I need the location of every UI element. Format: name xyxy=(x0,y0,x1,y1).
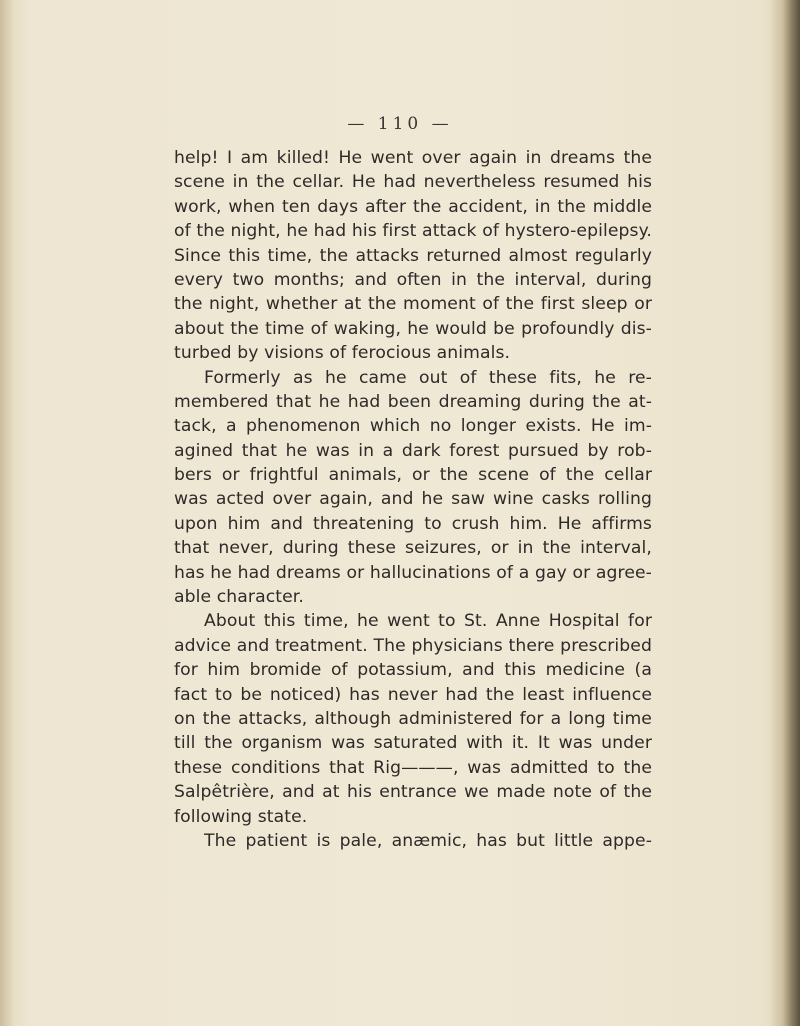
text-line: Since this time, the attacks returned almost regularly xyxy=(174,245,652,266)
text-line: that never, during these seizures, or in the interval, xyxy=(174,538,652,559)
text-line: About this time, he went to St. Anne Hospital for xyxy=(204,611,652,632)
text-line: membered that he had been dreaming during the at- xyxy=(174,391,652,412)
text-line: fact to be noticed) has never had the least influence xyxy=(174,684,652,705)
text-line: every two months; and often in the interval, during xyxy=(174,269,652,290)
text-line: tack, a phenomenon which no longer exists. He im- xyxy=(174,416,652,437)
page-number-header: — 110 — xyxy=(347,114,453,134)
text-line: help! I am killed! He went over again in dreams the xyxy=(174,148,652,168)
text-line: following state. xyxy=(174,806,308,827)
text-line: of the night, he had his first attack of hystero-epilepsy. xyxy=(174,221,652,242)
text-line: for him bromide of potassium, and this medicine (a xyxy=(174,660,652,681)
text-line: has he had dreams or hallucinations of a gay or agree- xyxy=(174,562,652,583)
text-line: upon him and threatening to crush him. He affirms xyxy=(174,513,652,534)
text-line: till the organism was saturated with it. It was under xyxy=(174,733,652,754)
text-line: these conditions that Rig———, was admitted to the xyxy=(174,757,652,778)
text-line: able character. xyxy=(174,587,304,608)
text-line: Salpêtrière, and at his entrance we made note of the xyxy=(174,782,652,803)
text-line: bers or frightful animals, or the scene of the cellar xyxy=(174,465,652,486)
text-line: the night, whether at the moment of the first sleep or xyxy=(174,294,652,315)
text-line: The patient is pale, anæmic, has but little appe- xyxy=(204,830,652,851)
text-line: advice and treatment. The physicians there prescribed xyxy=(174,635,652,656)
text-line: turbed by visions of ferocious animals. xyxy=(174,343,511,364)
text-line: agined that he was in a dark forest pursued by rob- xyxy=(174,440,652,461)
page-binding-shadow xyxy=(770,0,800,1026)
body-text xyxy=(174,146,652,853)
text-line: Formerly as he came out of these fits, he re- xyxy=(204,367,652,388)
page-left-edge xyxy=(0,0,14,1026)
text-line: about the time of waking, he would be profoundly dis- xyxy=(174,318,652,339)
text-line: on the attacks, although administered for a long time xyxy=(174,708,652,729)
text-line: was acted over again, and he saw wine casks rolling xyxy=(174,489,652,510)
text-line: work, when ten days after the accident, in the middle xyxy=(174,196,652,217)
text-line: scene in the cellar. He had nevertheless resumed his xyxy=(174,172,652,193)
